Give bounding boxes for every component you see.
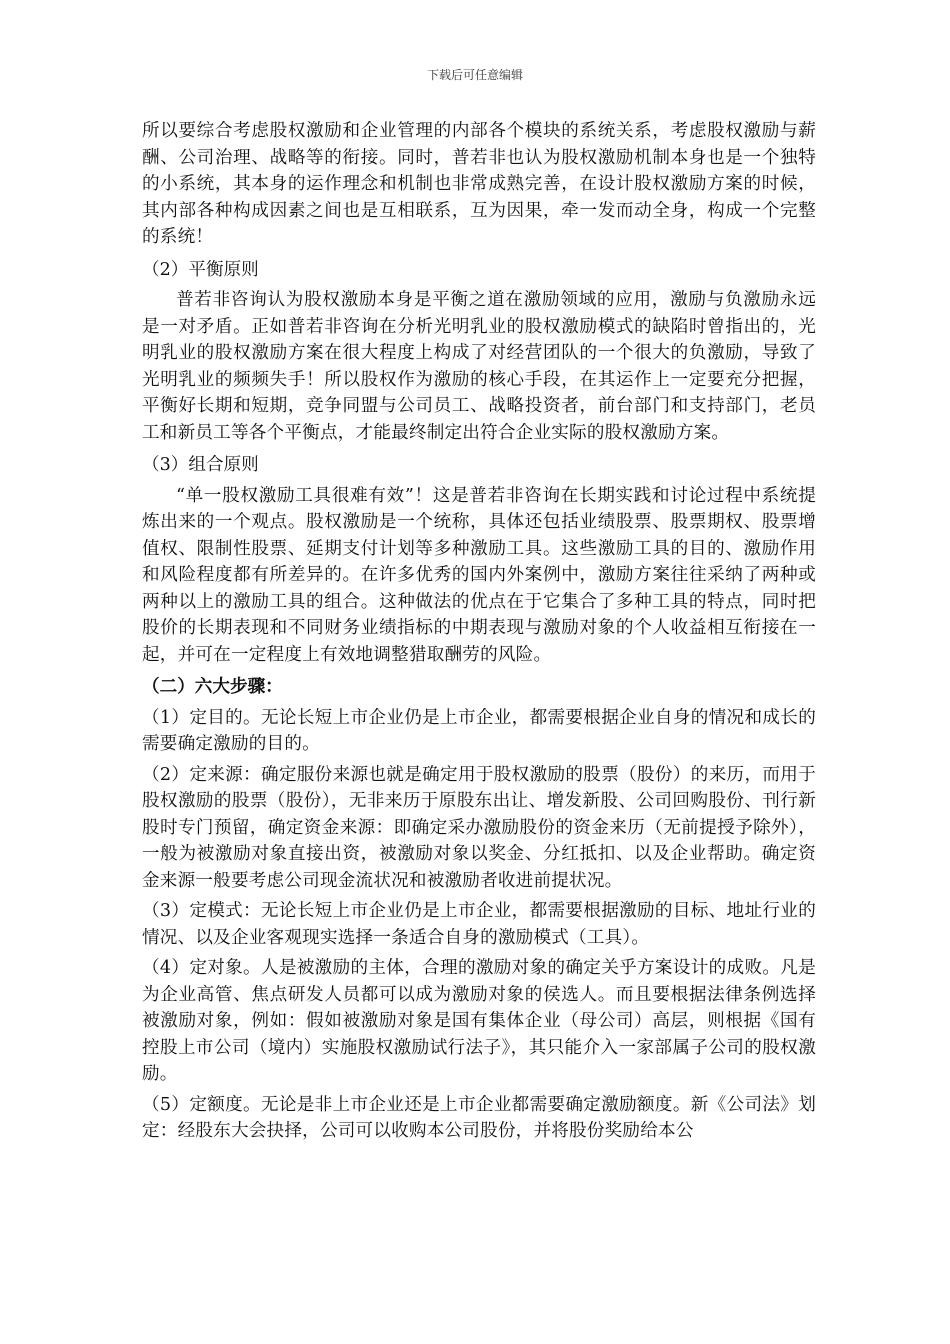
step-5-paragraph: （5）定额度。无论是非上市企业还是上市企业都需要确定激励额度。新《公司法》划定：经股东大会抉择，公司可以收购本公司股份，并将股份奖励给本公	[142, 1094, 816, 1141]
step-2-paragraph: （2）定来源：确定服份来源也就是确定用于股权激励的股票（股份）的来历，而用于股权激励的股票（股份），无非来历于原股东出让、增发新股、公司回购股份、刊行新股时专门预留，确定资金来源：即确定采办激励股份的资金来历（无前提授予除外），一般为被激励对象直接出资，被激励对象以奖金、分红抵扣、以及企业帮助。确定资金来源一般要考虑公司现金流状况和被激励者收进前提状况。	[142, 764, 816, 891]
step-1-paragraph: （1）定目的。无论长短上市企业仍是上市企业，都需要根据企业自身的情况和成长的需要确定激励的目的。	[142, 707, 816, 754]
document-body	[142, 118, 816, 1149]
step-4-paragraph: （4）定对象。人是被激励的主体，合理的激励对象的确定关乎方案设计的成败。凡是为企业高管、焦点研发人员都可以成为激励对象的侯选人。而且要根据法律条例选择被激励对象，例如：假如被激励对象是国有集体企业（母公司）高层，则根据《国有控股上市公司（境内）实施股权激励试行法子》，其只能介入一家部属子公司的股权激励。	[142, 958, 816, 1084]
balance-principle-paragraph: 普若非咨询认为股权激励本身是平衡之道在激励领域的应用，激励与负激励永远是一对矛盾。正如普若非咨询在分析光明乳业的股权激励模式的缺陷时曾指出的，光明乳业的股权激励方案在很大程度上构成了对经营团队的一个很大的负激励，导致了光明乳业的频频失手！所以股权作为激励的核心手段，在其运作上一定要充分把握，平衡好长期和短期，竞争同盟与公司员工、战略投资者，前台部门和支持部门，老员工和新员工等各个平衡点，才能最终制定出符合企业实际的股权激励方案。	[142, 290, 816, 443]
intro-paragraph: 所以要综合考虑股权激励和企业管理的内部各个模块的系统关系，考虑股权激励与薪酬、公司治理、战略等的衔接。同时，普若非也认为股权激励机制本身也是一个独特的小系统，其本身的运作理念和机制也非常成熟完善，在设计股权激励方案的时候，其内部各种构成因素之间也是互相联系，互为因果，牵一发而动全身，构成一个完整的系统！	[142, 121, 816, 247]
balance-principle-heading: （2）平衡原则	[142, 259, 259, 280]
combination-principle-heading: （3）组合原则	[142, 455, 259, 475]
step-3-paragraph: （3）定模式：无论长短上市企业仍是上市企业，都需要根据激励的目标、地址行业的情况、以及企业客观现实选择一条适合自身的激励模式（工具）。	[142, 901, 816, 948]
combination-principle-paragraph: “单一股权激励工具很难有效”！这是普若非咨询在长期实践和讨论过程中系统提炼出来的一个观点。股权激励是一个统称，具体还包括业绩股票、股票期权、股票增值权、限制性股票、延期支付计划等多种激励工具。这些激励工具的目的、激励作用和风险程度都有所差异的。在许多优秀的国内外案例中，激励方案往往采纳了两种或两种以上的激励工具的组合。这种做法的优点在于它集合了多种工具的特点，同时把股价的长期表现和不同财务业绩指标的中期表现与激励对象的个人收益相互衔接在一起，并可在一定程度上有效地调整猎取酬劳的风险。	[142, 485, 816, 665]
six-steps-heading: （二）六大步骤：	[142, 677, 283, 697]
page-header: 下载后可任意编辑	[426, 68, 523, 82]
